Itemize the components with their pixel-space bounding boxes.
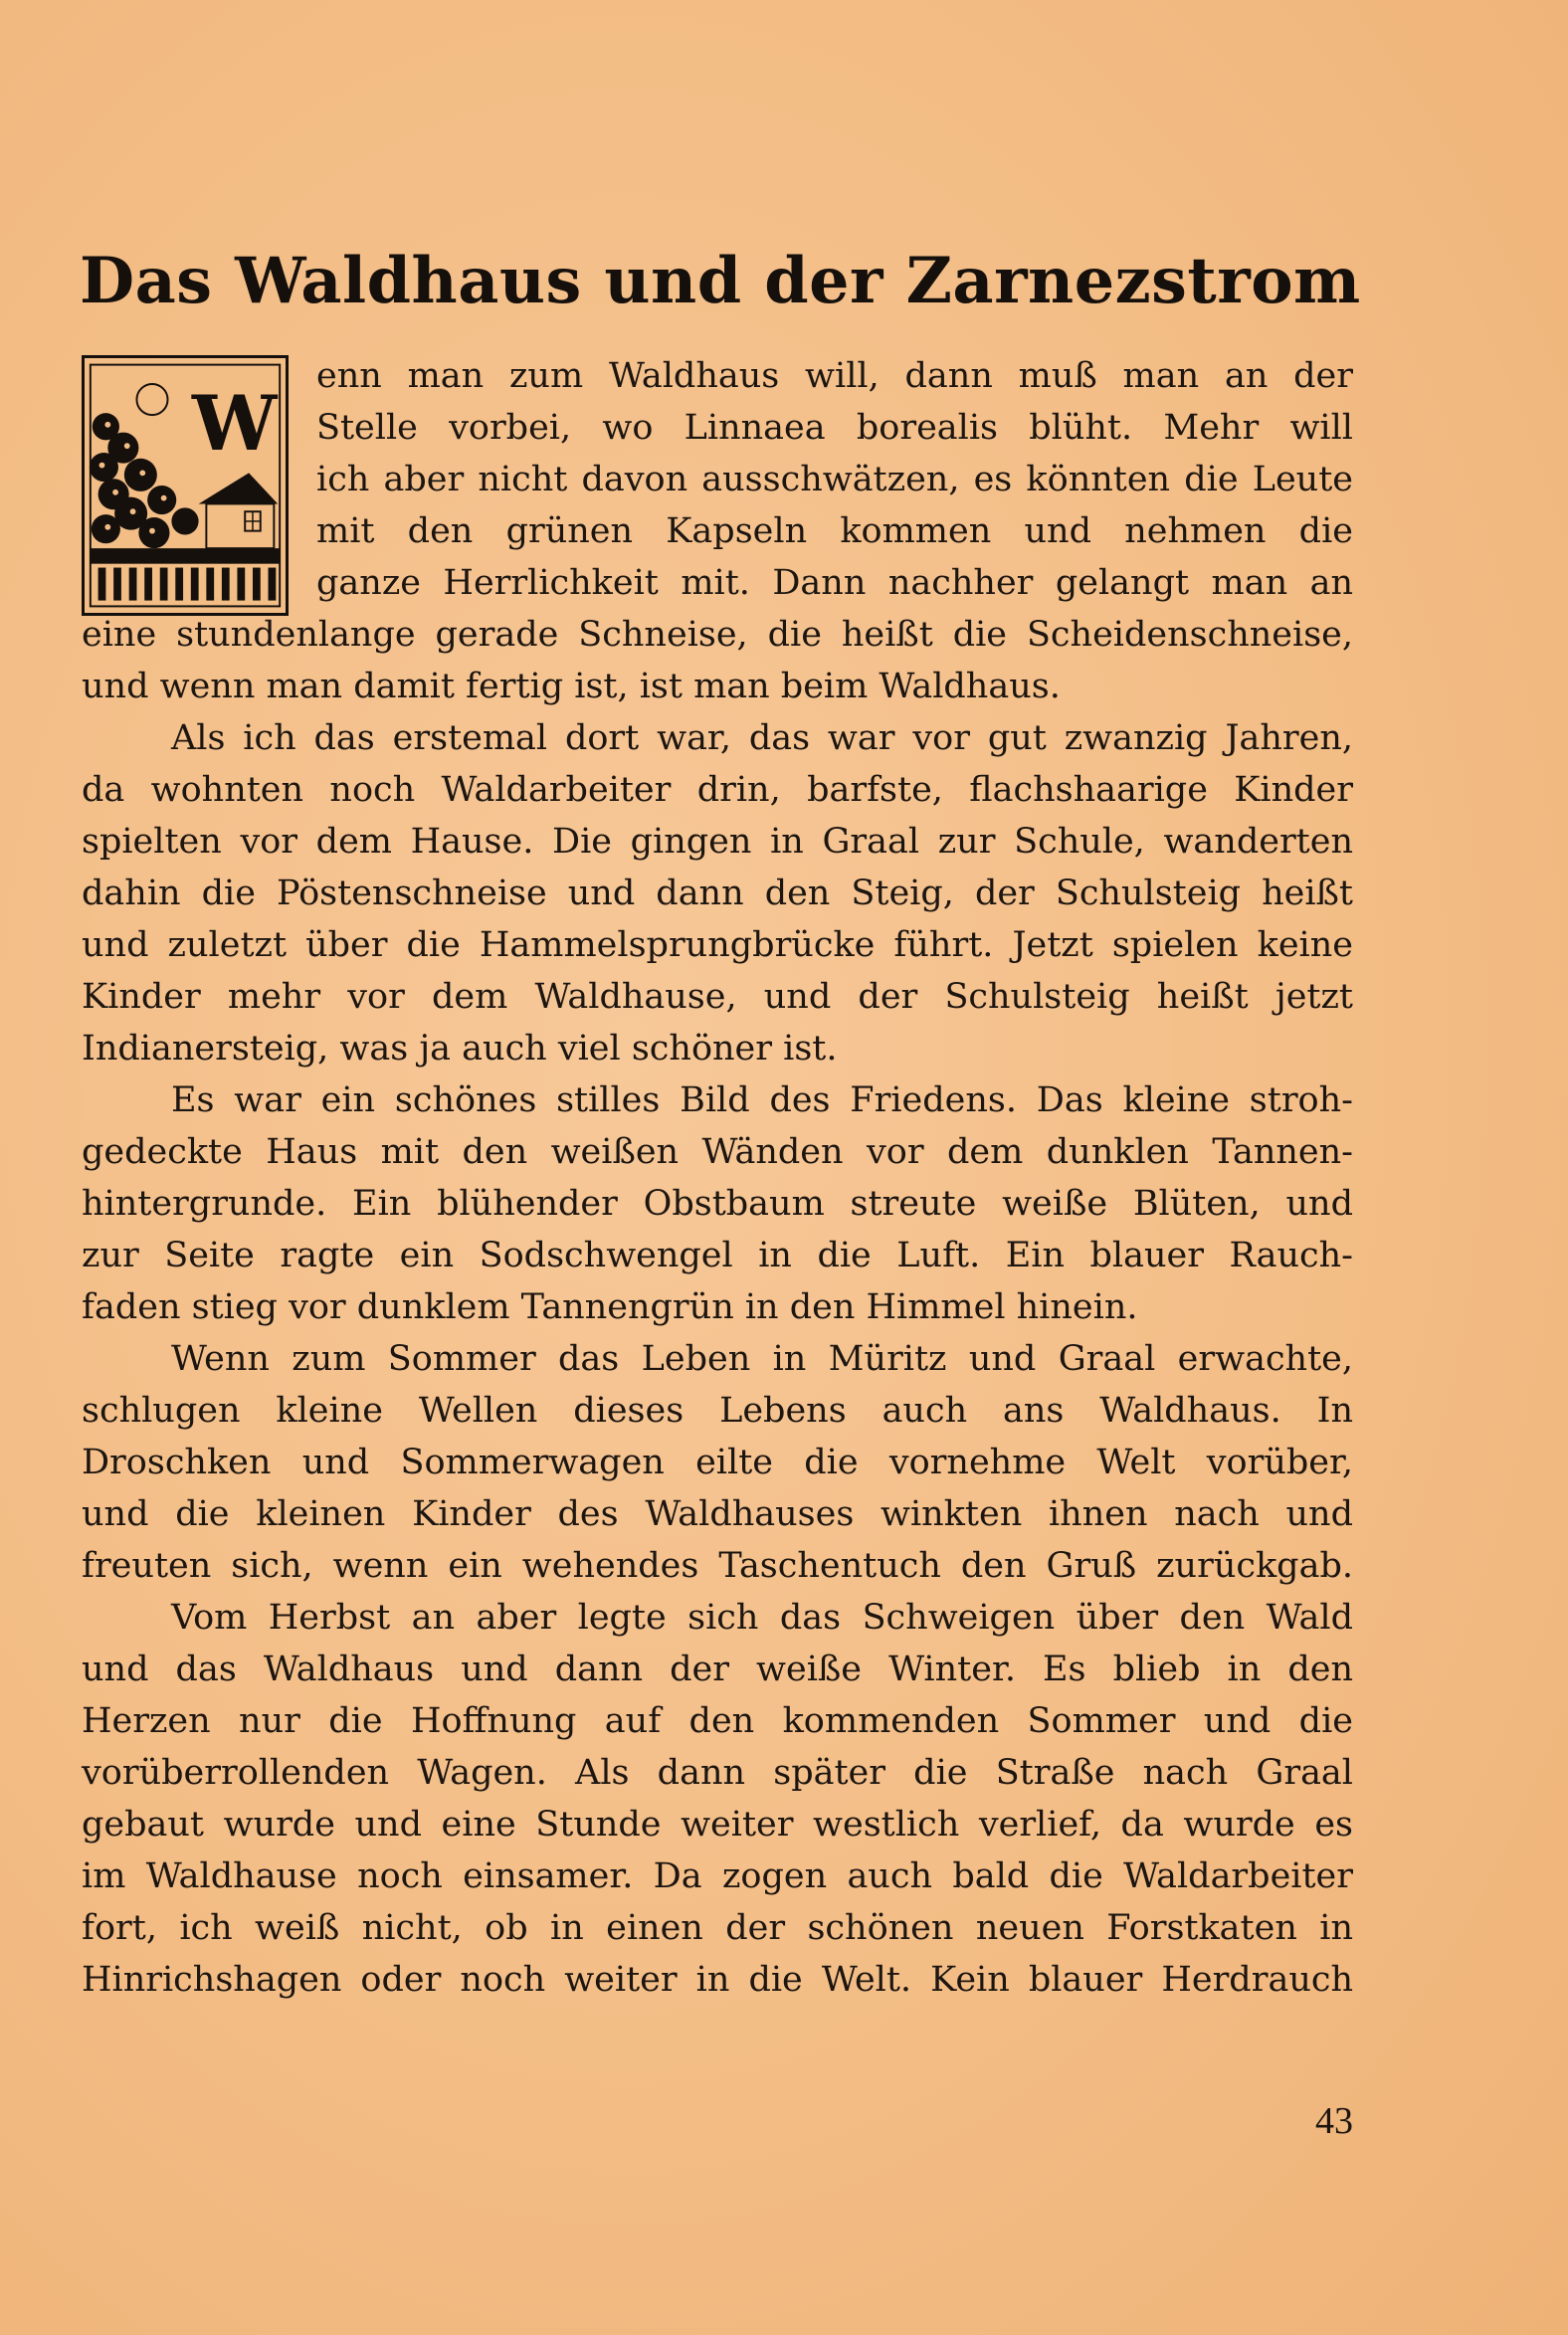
text-line: ganze Herrlichkeit mit. Dann nachher gelangt man an [316,563,1353,603]
text-line: Hinrichshagen oder noch weiter in die Welt. Kein blauer Herdrauch [82,1960,1353,2000]
text-line: Stelle vorbei, wo Linnaea borealis blüht. Mehr will [316,408,1353,448]
text-line: Es war ein schönes stilles Bild des Friedens. Das kleine stroh- [171,1080,1353,1120]
text-line: gedeckte Haus mit den weißen Wänden vor dem dunklen Tannen- [82,1132,1353,1172]
text-line: mit den grünen Kapseln kommen und nehmen die [316,511,1353,551]
text-line: und die kleinen Kinder des Waldhauses winkten ihnen nach und [82,1494,1353,1534]
text-line: gebaut wurde und eine Stunde weiter westlich verlief, da wurde es [82,1805,1353,1845]
decorated-initial [82,355,289,616]
text-line: eine stundenlange gerade Schneise, die heißt die Scheidenschneise, [82,615,1353,655]
text-line: faden stieg vor dunklem Tannengrün in den Himmel hinein. [82,1287,1138,1327]
text-line: schlugen kleine Wellen dieses Lebens auch ans Waldhaus. In [82,1391,1353,1431]
text-line: enn man zum Waldhaus will, dann muß man an der [316,356,1353,396]
text-line: vorüberrollenden Wagen. Als dann später die Straße nach Graal [82,1753,1353,1793]
drop-cap-letter: W [192,376,274,472]
chapter-title: Das Waldhaus und der Zarnezstrom [80,243,1361,317]
text-line: freuten sich, wenn ein wehendes Taschentuch den Gruß zurückgab. [82,1546,1353,1586]
page-number: 43 [1315,2100,1353,2142]
text-line: fort, ich weiß nicht, ob in einen der schönen neuen Forstkaten in [82,1908,1353,1948]
text-line: Als ich das erstemal dort war, das war vor gut zwanzig Jahren, [171,718,1353,758]
text-line: hintergrunde. Ein blühender Obstbaum streute weiße Blüten, und [82,1184,1353,1224]
text-line: und zuletzt über die Hammelsprungbrücke führt. Jetzt spielen keine [82,925,1353,965]
text-line: ich aber nicht davon ausschwätzen, es könnten die Leute [316,460,1353,499]
text-line: Indianersteig, was ja auch viel schöner ist. [82,1029,838,1069]
text-line: Wenn zum Sommer das Leben in Müritz und Graal erwachte, [171,1339,1353,1379]
text-line: Herzen nur die Hoffnung auf den kommenden Sommer und die [82,1701,1353,1741]
text-line: Vom Herbst an aber legte sich das Schweigen über den Wald [171,1598,1353,1638]
text-line: da wohnten noch Waldarbeiter drin, barfste, flachshaarige Kinder [82,770,1353,810]
text-line: spielten vor dem Hause. Die gingen in Graal zur Schule, wanderten [82,822,1353,862]
text-line: und wenn man damit fertig ist, ist man beim Waldhaus. [82,667,1061,706]
text-line: Droschken und Sommerwagen eilte die vornehme Welt vorüber, [82,1443,1353,1482]
text-line: und das Waldhaus und dann der weiße Winter. Es blieb in den [82,1650,1353,1689]
text-line: zur Seite ragte ein Sodschwengel in die Luft. Ein blauer Rauch- [82,1236,1353,1275]
text-line: Kinder mehr vor dem Waldhause, und der Schulsteig heißt jetzt [82,977,1353,1017]
text-line: dahin die Pöstenschneise und dann den Steig, der Schulsteig heißt [82,874,1353,913]
text-line: im Waldhause noch einsamer. Da zogen auch bald die Waldarbeiter [82,1856,1353,1896]
